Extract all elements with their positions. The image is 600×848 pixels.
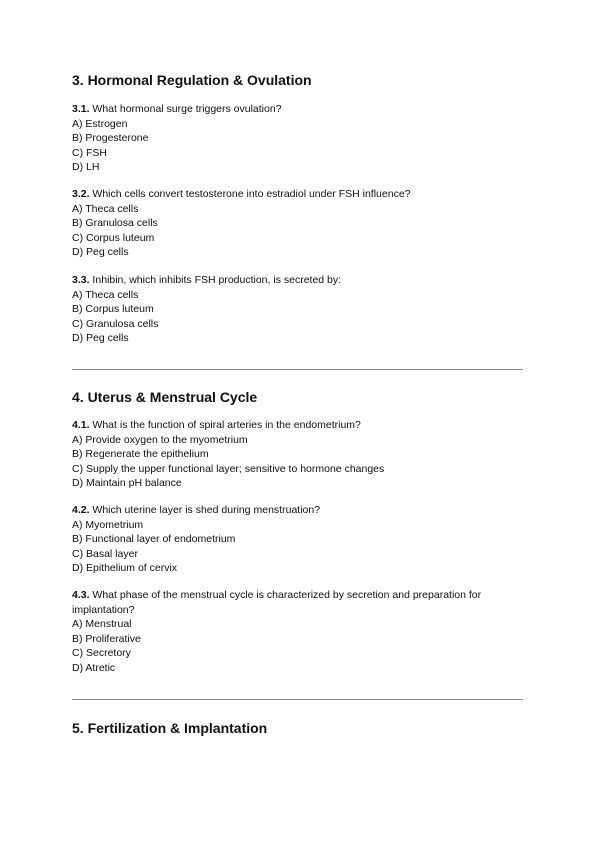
question-prompt: Which uterine layer is shed during menstruation? [89, 504, 321, 516]
question-prompt: Which cells convert testosterone into estradiol under FSH influence? [89, 188, 411, 200]
option-b: B) Progesterone [72, 132, 149, 144]
option-a: A) Theca cells [72, 202, 139, 215]
question-text [72, 273, 522, 288]
section-divider [72, 699, 523, 700]
option-a: A) Provide oxygen to the myometrium [72, 433, 248, 446]
answer-options [72, 617, 522, 675]
option-b: B) Functional layer of endometrium [72, 533, 236, 545]
option-d: D) LH [72, 161, 100, 173]
option-c: C) Secretory [72, 647, 131, 659]
question-number: 3.3. [72, 274, 90, 286]
option-c: C) FSH [72, 146, 107, 159]
section-title-fertilization-implantation: 5. Fertilization & Implantation [72, 720, 268, 736]
answer-options [72, 202, 522, 260]
option-a: A) Myometrium [72, 518, 144, 531]
question-number: 4.1. [72, 419, 90, 431]
question-number: 3.1. [72, 103, 90, 115]
option-c: C) Basal layer [72, 547, 138, 560]
question-text [72, 102, 522, 117]
option-a: A) Menstrual [72, 618, 132, 630]
option-b: B) Granulosa cells [72, 217, 158, 229]
section-title-uterus-menstrual-cycle: 4. Uterus & Menstrual Cycle [72, 389, 258, 405]
answer-options [72, 288, 522, 346]
option-d: D) Maintain pH balance [72, 477, 182, 489]
option-d: D) Peg cells [72, 246, 129, 258]
option-a: A) Estrogen [72, 117, 128, 130]
question-text [72, 187, 522, 202]
question-prompt: Inhibin, which inhibits FSH production, is secreted by: [89, 274, 342, 286]
question-4-1 [72, 418, 522, 491]
section-divider [72, 369, 523, 370]
option-b: B) Proliferative [72, 632, 141, 645]
question-number: 4.2. [72, 504, 90, 516]
option-a: A) Theca cells [72, 288, 139, 301]
question-prompt: What hormonal surge triggers ovulation? [89, 103, 282, 115]
option-d: D) Epithelium of cervix [72, 562, 178, 574]
option-d: D) Atretic [72, 661, 116, 674]
answer-options [72, 518, 522, 576]
option-d: D) Peg cells [72, 332, 129, 344]
question-text [72, 588, 522, 617]
question-text [72, 418, 522, 433]
question-4-3 [72, 588, 522, 675]
answer-options [72, 433, 522, 491]
option-b: B) Corpus luteum [72, 303, 154, 315]
section-title-hormonal-regulation: 3. Hormonal Regulation & Ovulation [72, 72, 312, 88]
question-prompt: What is the function of spiral arteries in the endometrium? [89, 419, 361, 431]
question-number: 3.2. [72, 188, 90, 200]
option-b: B) Regenerate the epithelium [72, 448, 209, 460]
question-3-1 [72, 102, 522, 175]
option-c: C) Granulosa cells [72, 317, 159, 330]
question-4-2 [72, 503, 522, 576]
question-3-3 [72, 273, 522, 346]
question-prompt: What phase of the menstrual cycle is characterized by secretion and preparation for implantation? [72, 589, 482, 616]
answer-options [72, 117, 522, 175]
option-c: C) Corpus luteum [72, 231, 155, 244]
option-c: C) Supply the upper functional layer; sensitive to hormone changes [72, 462, 385, 475]
question-number: 4.3. [72, 589, 90, 601]
question-3-2 [72, 187, 522, 260]
question-text [72, 503, 522, 518]
